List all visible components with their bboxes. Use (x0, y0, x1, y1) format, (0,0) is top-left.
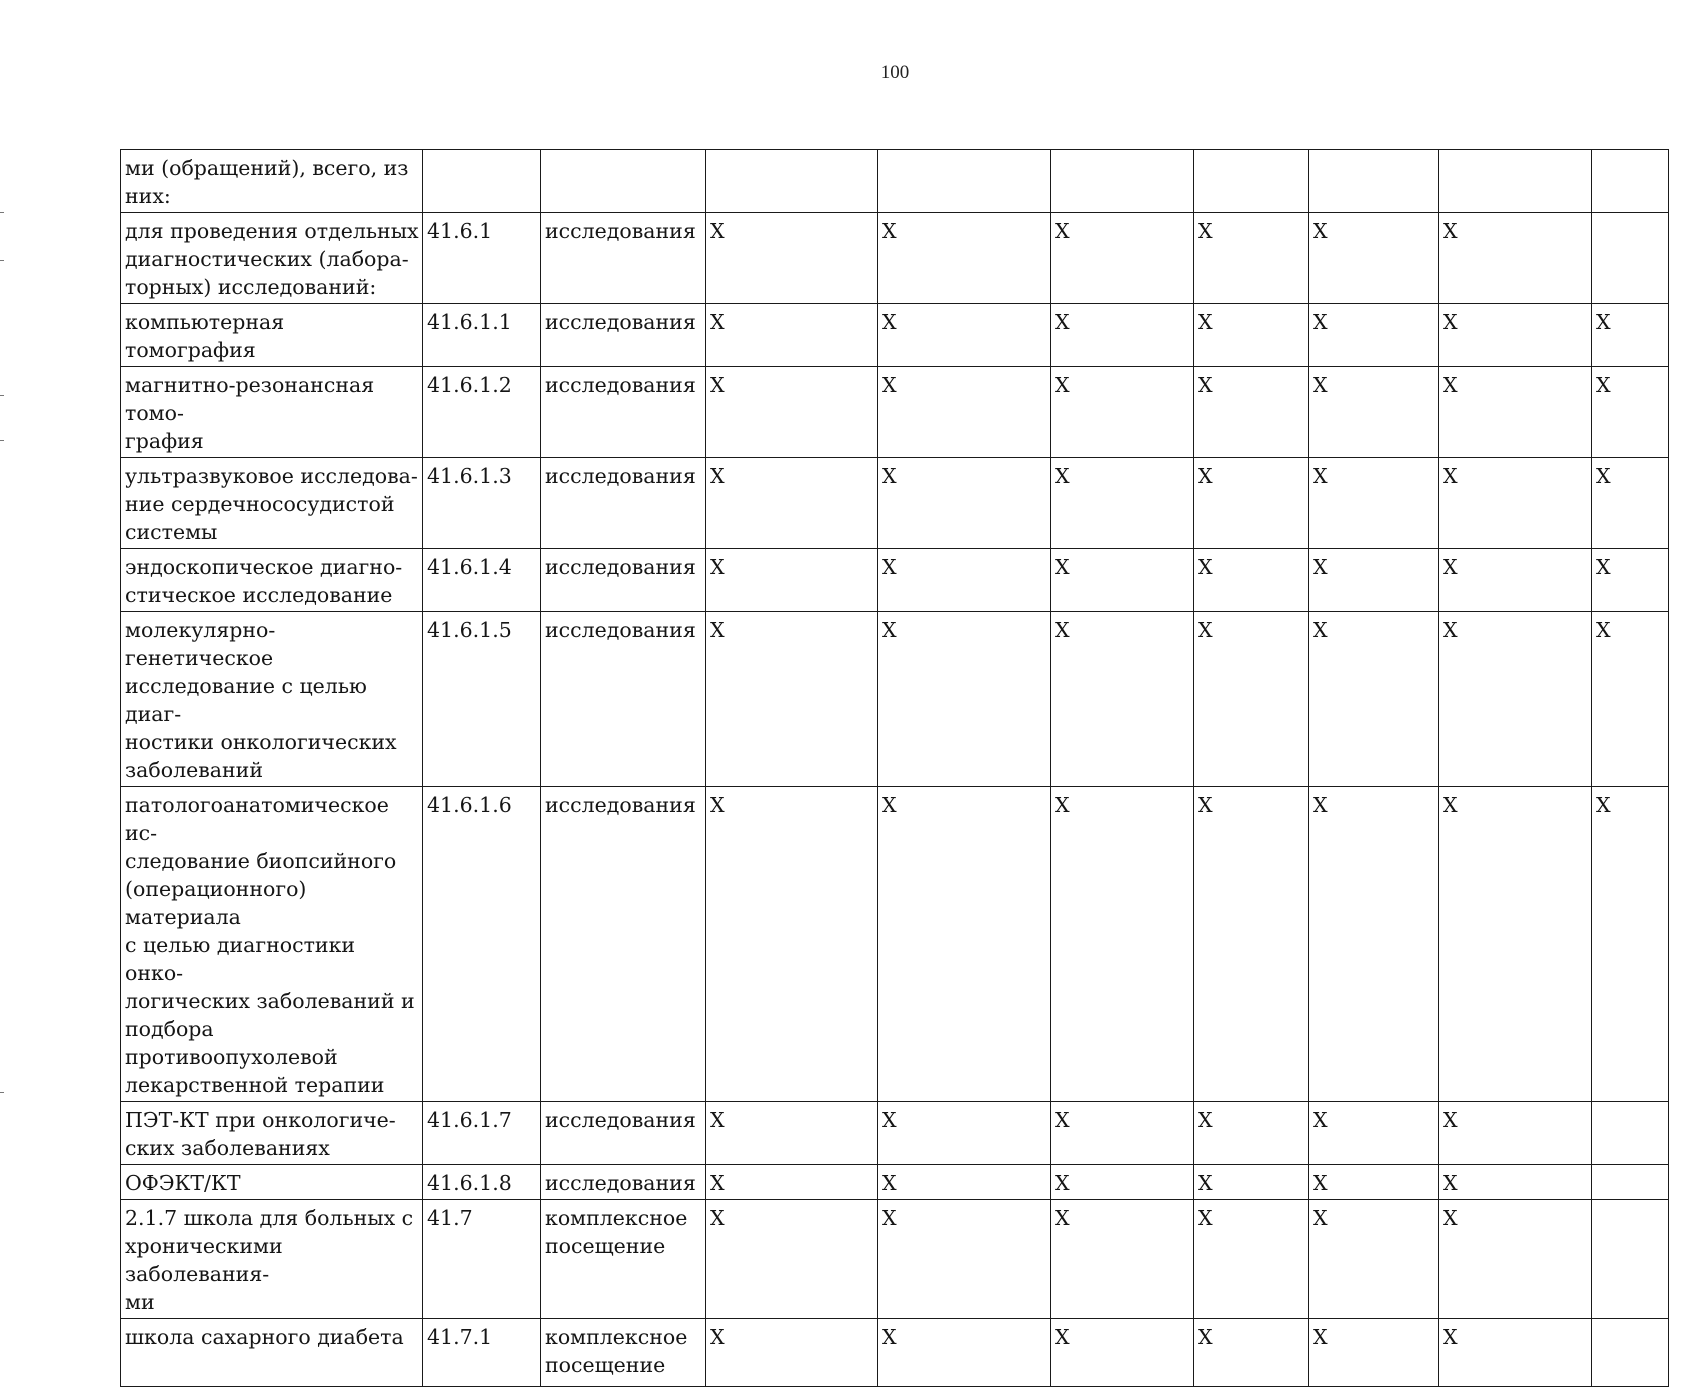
row-mark-cell: X (1051, 458, 1194, 549)
table-row (121, 304, 1669, 367)
row-mark-cell: X (1194, 1319, 1309, 1387)
row-mark-cell: X (878, 304, 1051, 367)
row-unit-cell: исследования (541, 213, 706, 304)
row-code-cell (423, 150, 541, 213)
row-mark-cell (1592, 213, 1669, 304)
row-mark-cell: X (706, 787, 878, 1102)
row-code-cell: 41.6.1.5 (423, 612, 541, 787)
table-row (121, 213, 1669, 304)
row-mark-cell: X (1309, 1200, 1439, 1319)
row-mark-cell: X (706, 304, 878, 367)
row-code-cell: 41.7 (423, 1200, 541, 1319)
row-mark-cell: X (1051, 1319, 1194, 1387)
row-unit-cell: исследования (541, 612, 706, 787)
row-name-cell: компьютерная томография (121, 304, 423, 367)
row-mark-cell: X (1439, 458, 1592, 549)
row-unit-cell: комплексное посещение (541, 1319, 706, 1387)
table-row (121, 150, 1669, 213)
row-code-cell: 41.6.1.1 (423, 304, 541, 367)
row-mark-cell: X (1439, 612, 1592, 787)
row-mark-cell: X (1194, 1165, 1309, 1200)
table-row (121, 787, 1669, 1102)
services-table (120, 149, 1669, 1387)
row-mark-cell: X (878, 549, 1051, 612)
row-mark-cell: X (706, 612, 878, 787)
row-mark-cell: X (1309, 458, 1439, 549)
row-mark-cell (1592, 1102, 1669, 1165)
row-mark-cell: X (1051, 304, 1194, 367)
row-mark-cell: X (1194, 1102, 1309, 1165)
row-mark-cell: X (1194, 549, 1309, 612)
row-mark-cell: X (1592, 549, 1669, 612)
row-mark-cell: X (1309, 213, 1439, 304)
row-mark-cell (1309, 150, 1439, 213)
row-mark-cell: X (878, 1102, 1051, 1165)
row-mark-cell: X (706, 458, 878, 549)
row-mark-cell: X (706, 367, 878, 458)
row-mark-cell: X (1194, 612, 1309, 787)
row-mark-cell: X (1194, 304, 1309, 367)
row-name-cell: магнитно-резонансная томо- графия (121, 367, 423, 458)
row-code-cell: 41.6.1.8 (423, 1165, 541, 1200)
row-mark-cell (1592, 1200, 1669, 1319)
row-mark-cell (706, 150, 878, 213)
row-mark-cell: X (706, 1319, 878, 1387)
row-mark-cell: X (1309, 612, 1439, 787)
row-name-cell: эндоскопическое диагно- стическое исследование (121, 549, 423, 612)
row-unit-cell: исследования (541, 304, 706, 367)
margin-mark (0, 260, 4, 261)
row-mark-cell (1439, 150, 1592, 213)
row-mark-cell: X (878, 367, 1051, 458)
row-name-cell: ПЭТ-КТ при онкологиче- ских заболеваниях (121, 1102, 423, 1165)
row-mark-cell (1194, 150, 1309, 213)
row-unit-cell (541, 150, 706, 213)
row-name-cell: для проведения отдельных диагностических (лабора- торных) исследований: (121, 213, 423, 304)
row-mark-cell: X (1592, 458, 1669, 549)
row-code-cell: 41.6.1.6 (423, 787, 541, 1102)
row-mark-cell: X (1051, 213, 1194, 304)
row-name-cell: ультразвуковое исследова- ние сердечнососудистой системы (121, 458, 423, 549)
row-mark-cell: X (878, 458, 1051, 549)
row-mark-cell: X (1309, 1165, 1439, 1200)
margin-mark (0, 212, 4, 213)
row-mark-cell: X (1439, 213, 1592, 304)
row-code-cell: 41.7.1 (423, 1319, 541, 1387)
row-mark-cell: X (1592, 367, 1669, 458)
row-name-cell: школа сахарного диабета (121, 1319, 423, 1387)
row-mark-cell: X (1309, 787, 1439, 1102)
row-unit-cell: исследования (541, 458, 706, 549)
margin-mark (0, 1092, 4, 1093)
margin-mark (0, 440, 4, 441)
row-mark-cell: X (1309, 367, 1439, 458)
row-unit-cell: исследования (541, 367, 706, 458)
row-name-cell: 2.1.7 школа для больных с хроническими заболевания- ми (121, 1200, 423, 1319)
row-unit-cell: исследования (541, 1102, 706, 1165)
row-mark-cell: X (1309, 1102, 1439, 1165)
table-row (121, 1165, 1669, 1200)
row-mark-cell: X (1194, 213, 1309, 304)
row-mark-cell (878, 150, 1051, 213)
row-mark-cell: X (1439, 549, 1592, 612)
row-mark-cell: X (706, 1102, 878, 1165)
row-mark-cell (1592, 150, 1669, 213)
table-body (121, 150, 1669, 1387)
row-mark-cell (1592, 1319, 1669, 1387)
row-unit-cell: комплексное посещение (541, 1200, 706, 1319)
row-mark-cell: X (1592, 304, 1669, 367)
row-name-cell: молекулярно-генетическое исследование с целью диаг- ностики онкологических заболеваний (121, 612, 423, 787)
row-unit-cell: исследования (541, 549, 706, 612)
row-name-cell: ОФЭКТ/КТ (121, 1165, 423, 1200)
row-mark-cell: X (1439, 367, 1592, 458)
row-code-cell: 41.6.1.4 (423, 549, 541, 612)
row-mark-cell: X (1051, 1165, 1194, 1200)
page-number: 100 (880, 62, 910, 83)
margin-mark (0, 395, 4, 396)
row-mark-cell: X (1439, 304, 1592, 367)
row-mark-cell: X (1309, 304, 1439, 367)
row-mark-cell: X (1309, 549, 1439, 612)
table-row (121, 1200, 1669, 1319)
row-mark-cell: X (1439, 787, 1592, 1102)
table-row (121, 458, 1669, 549)
row-mark-cell: X (706, 1200, 878, 1319)
row-mark-cell: X (706, 213, 878, 304)
row-mark-cell: X (1051, 787, 1194, 1102)
row-code-cell: 41.6.1 (423, 213, 541, 304)
row-unit-cell: исследования (541, 1165, 706, 1200)
row-mark-cell: X (1592, 612, 1669, 787)
row-name-cell: патологоанатомическое ис- следование биопсийного (операционного) материала с целью диагностики онко- логических заболеваний и подбора противоопухолевой лекарственной терапии (121, 787, 423, 1102)
row-mark-cell: X (706, 1165, 878, 1200)
row-mark-cell: X (1051, 367, 1194, 458)
row-mark-cell: X (1051, 1102, 1194, 1165)
table-row (121, 612, 1669, 787)
row-mark-cell: X (1051, 1200, 1194, 1319)
row-mark-cell: X (1592, 787, 1669, 1102)
row-mark-cell: X (1051, 612, 1194, 787)
row-name-cell: ми (обращений), всего, из них: (121, 150, 423, 213)
table-row (121, 367, 1669, 458)
row-mark-cell: X (1194, 367, 1309, 458)
row-mark-cell: X (706, 549, 878, 612)
row-mark-cell: X (1051, 549, 1194, 612)
row-mark-cell: X (1439, 1200, 1592, 1319)
row-mark-cell: X (878, 213, 1051, 304)
row-mark-cell: X (878, 787, 1051, 1102)
row-mark-cell: X (1194, 787, 1309, 1102)
row-code-cell: 41.6.1.3 (423, 458, 541, 549)
row-code-cell: 41.6.1.7 (423, 1102, 541, 1165)
row-mark-cell: X (1309, 1319, 1439, 1387)
row-mark-cell: X (878, 1165, 1051, 1200)
row-mark-cell: X (878, 1200, 1051, 1319)
row-mark-cell: X (878, 612, 1051, 787)
row-mark-cell: X (1439, 1102, 1592, 1165)
row-mark-cell: X (1439, 1165, 1592, 1200)
row-mark-cell: X (1194, 458, 1309, 549)
row-mark-cell: X (1194, 1200, 1309, 1319)
row-mark-cell: X (878, 1319, 1051, 1387)
table-row (121, 1102, 1669, 1165)
row-mark-cell (1592, 1165, 1669, 1200)
row-code-cell: 41.6.1.2 (423, 367, 541, 458)
row-mark-cell: X (1439, 1319, 1592, 1387)
table-row (121, 549, 1669, 612)
row-mark-cell (1051, 150, 1194, 213)
row-unit-cell: исследования (541, 787, 706, 1102)
table-row (121, 1319, 1669, 1387)
